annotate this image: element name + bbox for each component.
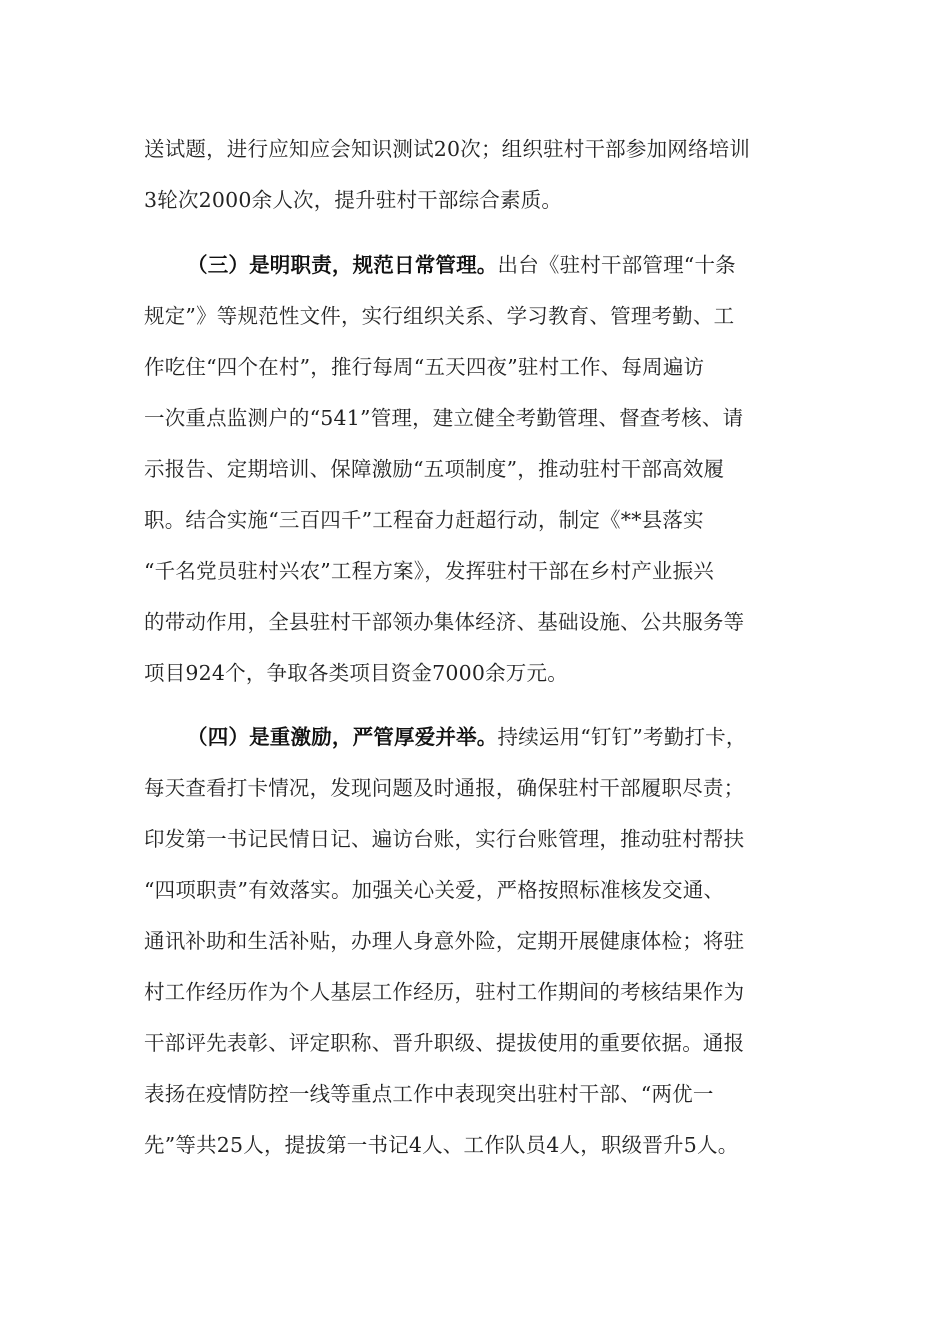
text-line: 送试题，进行应知应会知识测试20次；组织驻村干部参加网络培训 [144, 137, 751, 161]
text-line: 职。结合实施“三百四千”工程奋力赶超行动，制定《**县落实 [144, 508, 704, 532]
text-line: 规定”》等规范性文件，实行组织关系、学习教育、管理考勤、工 [144, 304, 735, 328]
text-line: 项目924个，争取各类项目资金7000余万元。 [144, 661, 568, 685]
text-line: 村工作经历作为个人基层工作经历，驻村工作期间的考核结果作为 [144, 980, 745, 1004]
text-line: 示报告、定期培训、保障激励“五项制度”，推动驻村干部高效履 [144, 457, 725, 481]
text-line: 的带动作用，全县驻村干部领办集体经济、基础设施、公共服务等 [144, 610, 745, 634]
text-line: “千名党员驻村兴农”工程方案》，发挥驻村干部在乡村产业振兴 [144, 559, 715, 583]
paragraph-4-first-line [187, 723, 747, 751]
text-line: 作吃住“四个在村”，推行每周“五天四夜”驻村工作、每周遍访 [144, 355, 705, 379]
text-line: 印发第一书记民情日记、遍访台账，实行台账管理，推动驻村帮扶 [144, 827, 745, 851]
text-span: 持续运用“钉钉”考勤打卡， [497, 725, 747, 749]
section-heading-4: （四）是重激励，严管厚爱并举。 [187, 725, 498, 749]
text-line: 先”等共25人，提拔第一书记4人、工作队员4人，职级晋升5人。 [144, 1133, 739, 1157]
text-line: 通讯补助和生活补贴，办理人身意外险，定期开展健康体检；将驻 [144, 929, 745, 953]
text-span: 出台《驻村干部管理“十条 [497, 253, 736, 277]
text-line: 3轮次2000余人次，提升驻村干部综合素质。 [144, 188, 563, 212]
text-line: 表扬在疫情防控一线等重点工作中表现突出驻村干部、“两优一 [144, 1082, 714, 1106]
paragraph-3-first-line [187, 251, 736, 279]
section-heading-3: （三）是明职责，规范日常管理。 [187, 253, 498, 277]
text-line: 每天查看打卡情况，发现问题及时通报，确保驻村干部履职尽责； [144, 776, 745, 800]
text-line: 一次重点监测户的“541”管理，建立健全考勤管理、督查考核、请 [144, 406, 744, 430]
text-line: “四项职责”有效落实。加强关心关爱，严格按照标准核发交通、 [144, 878, 725, 902]
text-line: 干部评先表彰、评定职称、晋升职级、提拔使用的重要依据。通报 [144, 1031, 745, 1055]
